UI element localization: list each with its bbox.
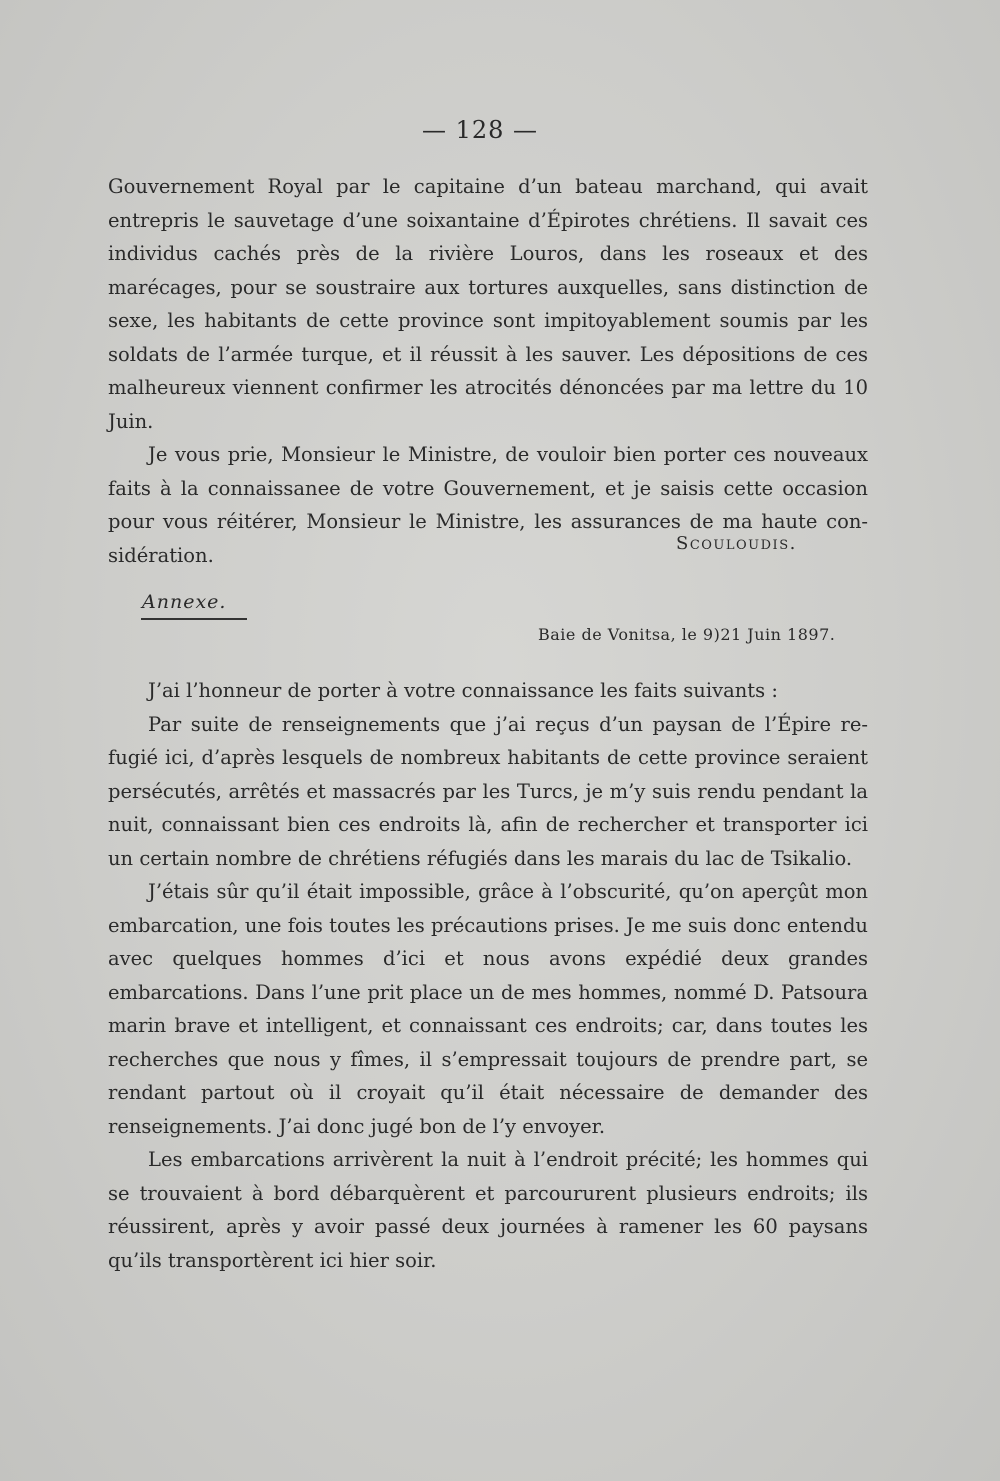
- annexe-paragraph-3: J’étais sûr qu’il était impossible, grâce à l’obscurité, qu’on aperçût mon embarcation, une fois toutes les précautions prises. Je me suis donc entendu avec quelques hommes d’ici et nous avons expédié deux grandes embarcations. Dans l’une prit place un de mes hommes, nommé D. Patsoura marin brave et intelligent, et connaissant ces endroits; car, dans toutes les recherches que nous y fîmes, il s’empressait toujours de prendre part, se rendant partout où il croyait qu’il était nécessaire de demander des renseignements. J’ai donc jugé bon de l’y envoyer.: [108, 880, 868, 1138]
- letter-body: [108, 170, 868, 572]
- annexe-dateline: Baie de Vonitsa, le 9)21 Juin 1897.: [538, 625, 836, 644]
- annexe-underline: [141, 618, 247, 620]
- letter-paragraph-1: Gouvernement Royal par le capitaine d’un bateau marchand, qui avait entrepris le sauvetage d’une soixantaine d’Épirotes chrétiens. Il savait ces individus cachés près de la rivière Louros, dans les roseaux et des marécages, pour se soustraire aux tortures auxquelles, sans distinction de sexe, les habitants de cette province sont impitoyablement soumis par les soldats de l’armée turque, et il réussit à les sauver. Les dépositions de ces malheureux viennent confirmer les atrocités dénoncées par ma lettre du 10 Juin.: [108, 175, 868, 433]
- signature: Scouloudis.: [676, 533, 797, 554]
- page-number: — 128 —: [421, 116, 539, 144]
- letter-paragraph-2: Je vous prie, Monsieur le Ministre, de vouloir bien porter ces nouveaux faits à la connaissanee de votre Gouvernement, et je saisis cette occasion pour vous réitérer, Monsieur le Ministre, les assurances de ma haute considération.: [108, 443, 868, 567]
- annexe-paragraph-4: Les embarcations arrivèrent la nuit à l’endroit précité; les hommes qui se trouvaient à bord débarquèrent et parcoururent plusieurs endroits; ils réussirent, après y avoir passé deux journées à ramener les 60 paysans qu’ils transportèrent ici hier soir.: [108, 1148, 868, 1272]
- annexe-paragraph-1: J’ai l’honneur de porter à votre connaissance les faits suivants :: [148, 679, 778, 702]
- annexe-body: [108, 674, 868, 1277]
- annexe-paragraph-2: Par suite de renseignements que j’ai reçus d’un paysan de l’Épire refugié ici, d’après lesquels de nombreux habitants de cette province seraient persécutés, arrêtés et massacrés par les Turcs, je m’y suis rendu pendant la nuit, connaissant bien ces endroits là, afin de rechercher et transporter ici un certain nombre de chrétiens réfugiés dans les marais du lac de Tsikalio.: [108, 712, 868, 870]
- annexe-heading: Annexe.: [142, 591, 227, 613]
